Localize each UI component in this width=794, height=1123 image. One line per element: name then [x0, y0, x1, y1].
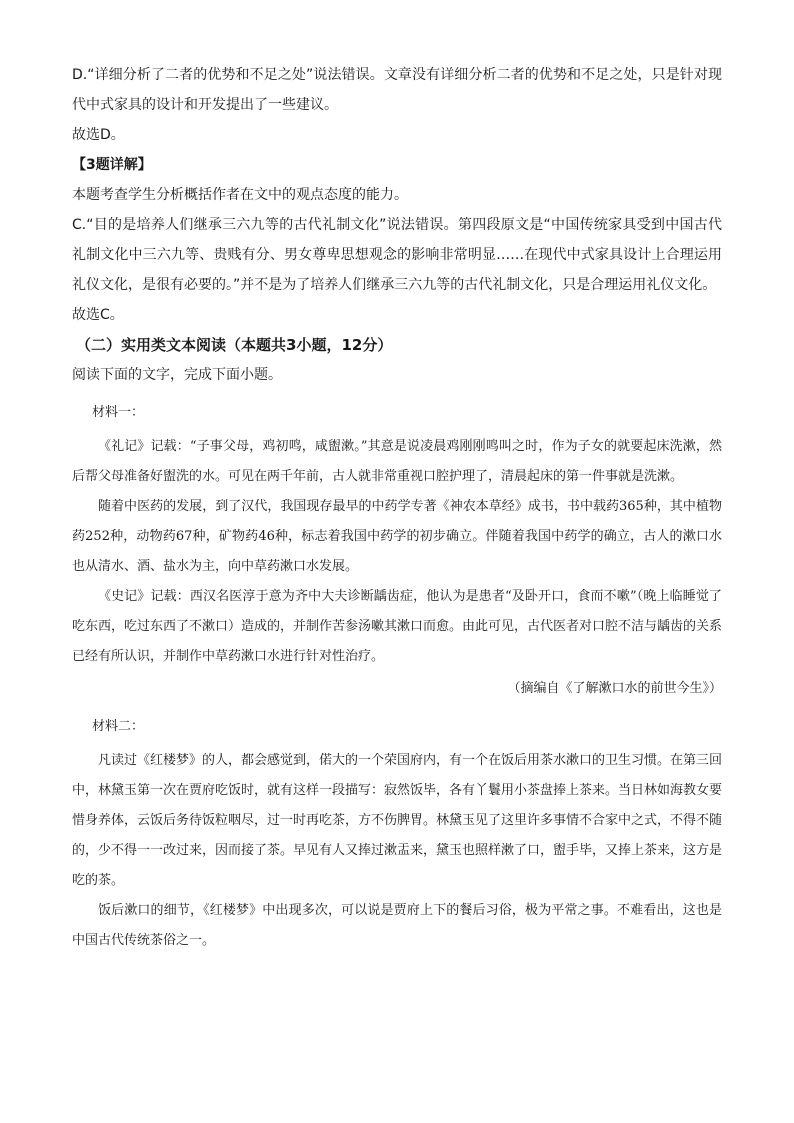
material-2-label: 材料二： — [92, 719, 145, 734]
answer-d: 故选D。 — [72, 127, 125, 143]
option-c-explanation: C.“目的是培养人们继承三六九等的古代礼制文化”说法错误。第四段原文是“中国传统家具受到中国古代礼制文化中三六九等、贵贱有分、男女尊卑思想观念的影响非常明显……在现代中式家具设计上合理运用礼仪文化，是很有必要的。”并不是为了培养人们继承三六九等的古代礼制文化，只是合理运用礼仪文化。 — [72, 217, 722, 293]
section-instruction: 阅读下面的文字，完成下面小题。 — [72, 367, 282, 383]
material-1-paragraph-2: 随着中医药的发展，到了汉代，我国现存最早的中药学专著《神农本草经》成书，书中载药365种，其中植物药252种，动物药67种，矿物药46种，标志着我国中药学的初步确立。伴随着我国中药学的确立，古人的漱口水也从清水、酒、盐水为主，向中草药漱口水发展。 — [72, 499, 722, 574]
material-1-label: 材料一： — [92, 405, 145, 420]
document-page — [72, 60, 722, 956]
section-title: （二）实用类文本阅读（本题共3小题，12分） — [76, 336, 393, 354]
answer-c: 故选C。 — [72, 307, 124, 323]
question-3-intro: 本题考查学生分析概括作者在文中的观点态度的能力。 — [72, 187, 408, 203]
question-3-heading: 【3题详解】 — [72, 157, 152, 173]
material-1-source: （摘编自《了解漱口水的前世今生》） — [507, 681, 722, 696]
material-2-paragraph-2: 饭后漱口的细节，《红楼梦》中出现多次，可以说是贾府上下的餐后习俗，极为平常之事。不难看出，这也是中国古代传统茶俗之一。 — [72, 903, 722, 948]
material-1-paragraph-3: 《史记》记载：西汉名医淳于意为齐中大夫诊断龋齿症，他认为是患者“及卧开口，食而不嗽”（晚上临睡觉了吃东西，吃过东西了不漱口）造成的，并制作苦参汤嗽其漱口而愈。由此可见，古代医者对口腔不洁与龋齿的关系已经有所认识，并制作中草药漱口水进行针对性治疗。 — [72, 589, 723, 664]
material-2-paragraph-1: 凡读过《红楼梦》的人，都会感觉到，偌大的一个荣国府内，有一个在饭后用茶水漱口的卫生习惯。在第三回中，林黛玉第一次在贾府吃饭时，就有这样一段描写：寂然饭毕，各有丫鬟用小茶盘捧上茶来。当日林如海教女要惜身养体，云饭后务待饭粒咽尽，过一时再吃茶，方不伤脾胃。林黛玉见了这里许多事情不合家中之式，不得不随的，少不得一一改过来，因而接了茶。早见有人又捧过漱盂来，黛玉也照样漱了口，盥手毕，又捧上茶来，这方是吃的茶。 — [72, 753, 723, 888]
material-1-paragraph-1: 《礼记》记载：“子事父母，鸡初鸣，咸盥漱。”其意是说凌晨鸡刚刚鸣叫之时，作为子女的就要起床洗漱，然后帮父母准备好盥洗的水。可见在两千年前，古人就非常重视口腔护理了，清晨起床的第一件事就是洗漱。 — [72, 439, 722, 484]
option-d-explanation: D.“详细分析了二者的优势和不足之处”说法错误。文章没有详细分析二者的优势和不足之处，只是针对现代中式家具的设计和开发提出了一些建议。 — [72, 67, 722, 113]
